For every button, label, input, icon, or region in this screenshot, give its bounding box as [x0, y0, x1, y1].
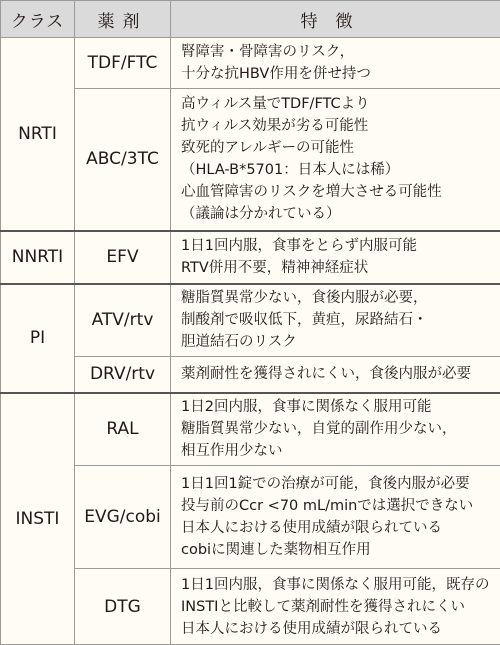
class-cell: NRTI	[1, 38, 75, 231]
table-row	[1, 89, 500, 231]
drug-cell: RAL	[75, 393, 171, 466]
feature-line: （HLA-B*5701：日本人には稀）	[181, 162, 400, 179]
header-row	[1, 1, 500, 38]
drug-cell: ABC/3TC	[75, 89, 171, 231]
feature-line: 制酸剤で吸収低下，黄疸，尿路結石・	[181, 312, 428, 329]
table-row	[1, 231, 500, 284]
feature-line: 抗ウィルス効果が劣る可能性	[181, 118, 369, 135]
feature-line: 1日1回1錠での治療が可能，食後内服が必要	[181, 476, 470, 492]
table-row	[1, 466, 500, 569]
drug-cell: DRV/rtv	[75, 357, 171, 393]
feature-line: 投与前のCcr <70 mL/minでは選択できない	[181, 498, 474, 514]
feature-line: 十分な抗HBV作用を併せ持つ	[181, 66, 371, 82]
feature-line: 致死的アレルギーの可能性	[181, 140, 355, 157]
drug-cell: EVG/cobi	[75, 466, 171, 569]
feature-cell	[171, 231, 500, 284]
table-row	[1, 393, 500, 466]
feature-line: 日本人における使用成績が限られている	[181, 520, 442, 536]
feature-line: RTV併用不要，精神神経症状	[181, 260, 369, 276]
feature-line: 心血管障害のリスクを増大させる可能性	[181, 184, 442, 201]
feature-line: 腎障害・骨障害のリスク，	[181, 44, 355, 60]
table-row	[1, 38, 500, 89]
table-row	[1, 357, 500, 393]
feature-line: 胆道結石のリスク	[181, 334, 297, 351]
drug-cell: EFV	[75, 231, 171, 284]
class-cell: INSTI	[1, 393, 75, 645]
header-drug: 薬剤	[75, 1, 171, 38]
table-row	[1, 284, 500, 357]
feature-line: 日本人における使用成績が限られている	[181, 620, 442, 637]
feature-line: 1日2回内服，食事に関係なく服用可能	[181, 399, 432, 416]
feature-line: （議論は分かれている）	[181, 206, 341, 223]
feature-line: 1日1回内服，食事をとらず内服可能	[181, 238, 417, 254]
feature-line: 薬剤耐性を獲得されにくい，食後内服が必要	[181, 366, 471, 383]
feature-line: cobiに関連した薬物相互作用	[181, 542, 371, 558]
feature-cell	[171, 393, 500, 466]
feature-line: INSTIと比較して薬剤耐性を獲得されにくい	[181, 598, 465, 615]
drug-cell: ATV/rtv	[75, 284, 171, 357]
feature-cell	[171, 357, 500, 393]
feature-cell	[171, 466, 500, 569]
feature-line: 糖脂質異常少ない，食後内服が必要，	[181, 290, 428, 307]
feature-cell	[171, 89, 500, 231]
feature-cell	[171, 284, 500, 357]
feature-line: 1日1回内服，食事に関係なく服用可能，既存の	[181, 576, 490, 593]
class-cell: NNRTI	[1, 231, 75, 284]
feature-line: 糖脂質異常少ない，自覚的副作用少ない，	[181, 421, 457, 438]
feature-line: 相互作用少ない	[181, 443, 283, 460]
feature-cell	[171, 38, 500, 89]
header-class: クラス	[1, 1, 75, 38]
drug-cell: DTG	[75, 569, 171, 645]
drug-cell: TDF/FTC	[75, 38, 171, 89]
table-row	[1, 569, 500, 645]
feature-cell	[171, 569, 500, 645]
header-feature: 特徴	[171, 1, 500, 38]
class-cell: PI	[1, 284, 75, 393]
feature-line: 高ウィルス量でTDF/FTCより	[181, 96, 370, 113]
